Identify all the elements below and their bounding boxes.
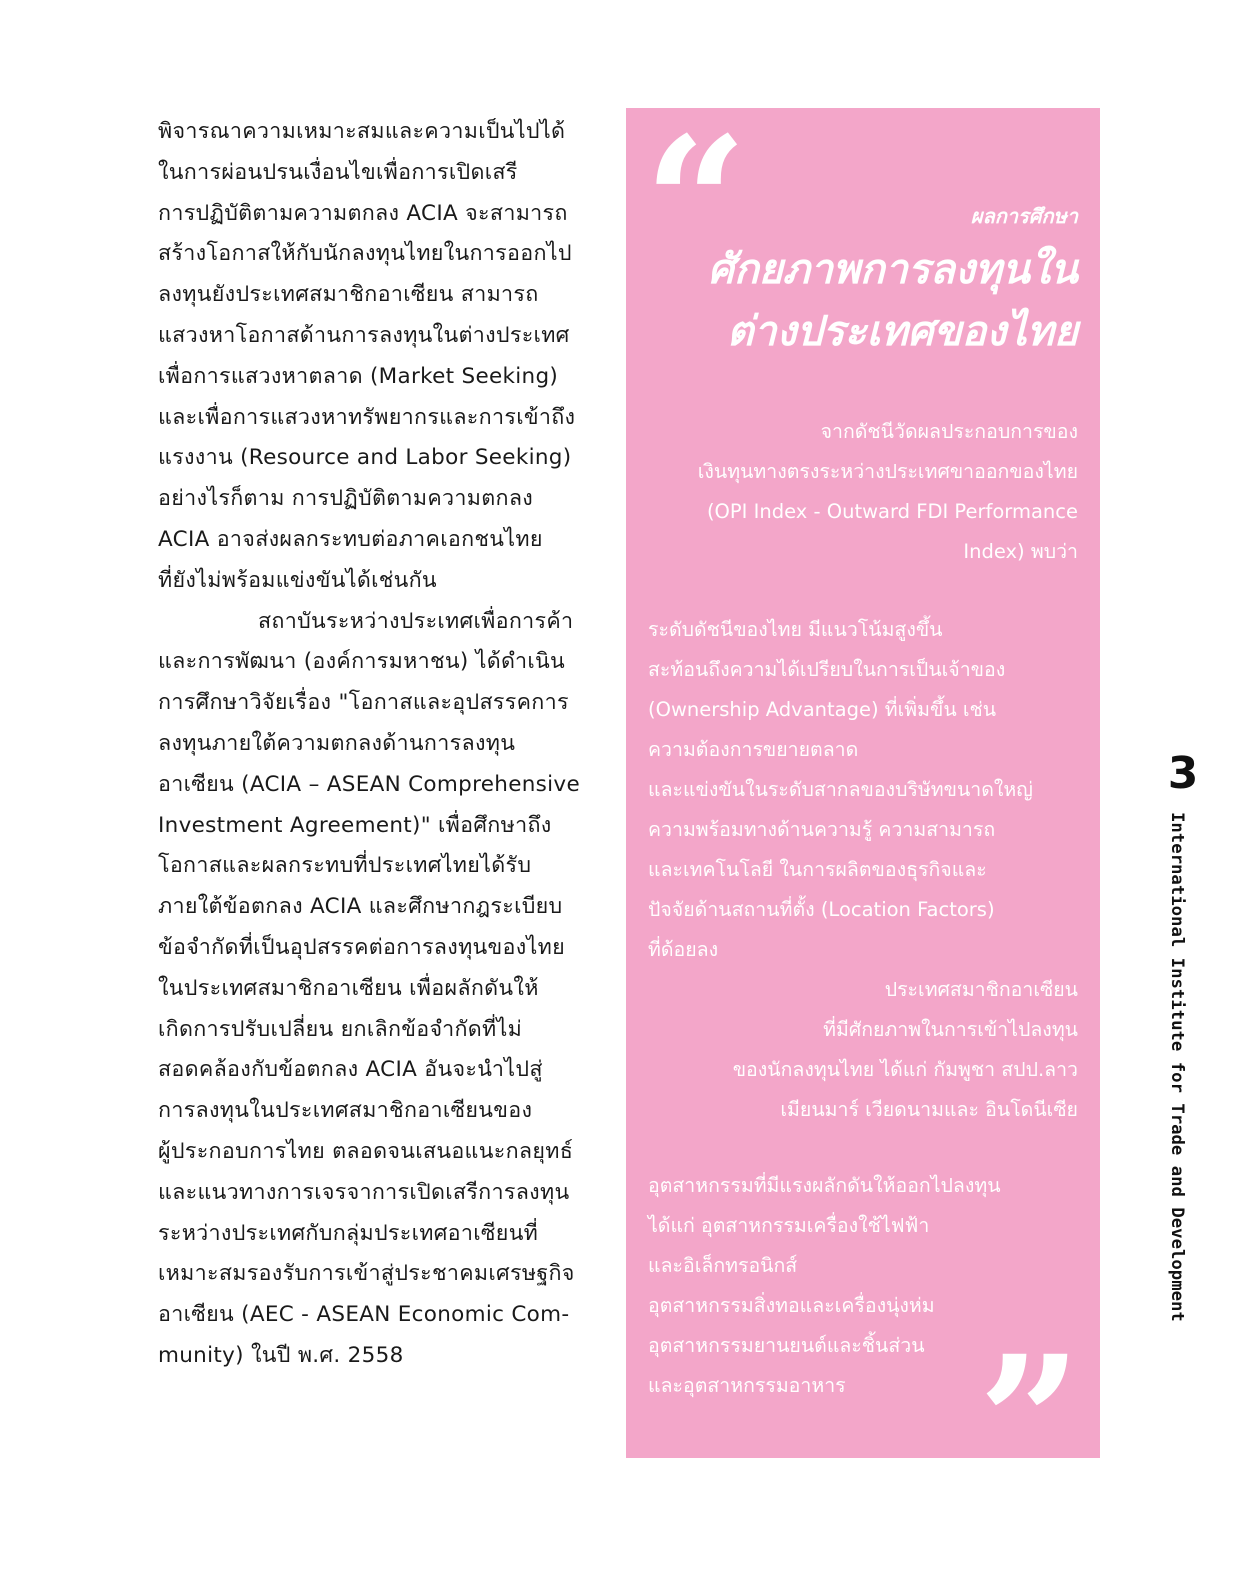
finding-line: ของนักลงทุนไทย ได้แก่ กัมพูชา สปป.ลาว [732,1058,1078,1081]
intro-line: Index) พบว่า [963,540,1078,563]
page-number: 3 [1167,748,1199,799]
finding-line: และเทคโนโลยี ในการผลิตของธุรกิจและ [648,858,987,881]
body-line: เพื่อการแสวงหาตลาด (Market Seeking) [158,363,559,389]
body-line: ลงทุนภายใต้ความตกลงด้านการลงทุน [158,730,516,756]
finding-line: อุตสาหกรรมที่มีแรงผลักดันให้ออกไปลงทุน [648,1174,1001,1197]
body-line: ระหว่างประเทศกับกลุ่มประเทศอาเซียนที่ [158,1220,539,1246]
body-line: ลงทุนยังประเทศสมาชิกอาเซียน สามารถ [158,282,539,308]
finding-line: ที่มีศักยภาพในการเข้าไปลงทุน [823,1018,1078,1041]
body-line: ACIA อาจส่งผลกระทบต่อภาคเอกชนไทย [158,526,543,552]
finding-line: ปัจจัยด้านสถานที่ตั้ง (Location Factors) [648,898,995,921]
finding-line: อุตสาหกรรมยานยนต์และชิ้นส่วน [648,1334,925,1357]
body-line: การลงทุนในประเทศสมาชิกอาเซียนของ [158,1098,533,1124]
body-text-column [158,112,606,1377]
body-line: และการพัฒนา (องค์การมหาชน) ได้ดำเนิน [158,649,566,675]
body-line: สร้างโอกาสให้กับนักลงทุนไทยในการออกไป [158,241,572,267]
body-line: ในประเทศสมาชิกอาเซียน เพื่อผลักดันให้ [158,975,539,1001]
finding-line: เมียนมาร์ เวียดนามและ อินโดนีเซีย [780,1098,1078,1121]
finding-line: ความพร้อมทางด้านความรู้ ความสามารถ [648,818,996,841]
finding-line: ระดับดัชนีของไทย มีแนวโน้มสูงขึ้น [648,618,943,641]
finding-line: ประเทศสมาชิกอาเซียน [884,978,1078,1001]
finding-line: ความต้องการขยายตลาด [648,738,859,761]
body-line: munity) ในปี พ.ศ. 2558 [158,1342,404,1368]
body-line: การปฏิบัติตามความตกลง ACIA จะสามารถ [158,200,568,226]
body-line: ภายใต้ข้อตกลง ACIA และศึกษากฎระเบียบ [158,894,563,920]
intro-line: จากดัชนีวัดผลประกอบการของ [820,420,1078,443]
callout-intro [698,412,1078,572]
body-line: การศึกษาวิจัยเรื่อง "โอกาสและอุปสรรคการ [158,690,569,716]
headline-line: ศักยภาพการลงทุนใน [707,245,1078,293]
body-line: เหมาะสมรองรับการเข้าสู่ประชาคมเศรษฐกิจ [158,1261,575,1287]
callout-kicker: ผลการศึกษา [970,204,1078,228]
body-line: แสวงหาโอกาสด้านการลงทุนในต่างประเทศ [158,322,570,348]
body-line: พิจารณาความเหมาะสมและความเป็นไปได้ [158,119,566,144]
finding-industries [648,1166,1001,1406]
body-line: ผู้ประกอบการไทย ตลอดจนเสนอแนะกลยุทธ์ [158,1138,574,1164]
callout-headline [638,238,1078,362]
finding-line: และแข่งขันในระดับสากลของบริษัทขนาดใหญ่ [648,778,1033,801]
headline-line: ต่างประเทศของไทย [726,307,1078,355]
body-line: Investment Agreement)" เพื่อศึกษาถึง [158,812,552,838]
body-line: อย่างไรก็ตาม การปฏิบัติตามความตกลง [158,486,534,512]
body-line: และเพื่อการแสวงหาทรัพยากรและการเข้าถึง [158,404,576,430]
finding-line: และอิเล็กทรอนิกส์ [648,1254,798,1277]
body-line: ข้อจำกัดที่เป็นอุปสรรคต่อการลงทุนของไทย [158,934,566,960]
intro-line: เงินทุนทางตรงระหว่างประเทศขาออกของไทย [697,460,1078,483]
finding-line: อุตสาหกรรมสิ่งทอและเครื่องนุ่งห่ม [648,1294,935,1317]
body-line: ในการผ่อนปรนเงื่อนไขเพื่อการเปิดเสรี [158,159,518,185]
body-line: ที่ยังไม่พร้อมแข่งขันได้เช่นกัน [158,567,437,593]
body-line: และแนวทางการเจรจาการเปิดเสรีการลงทุน [158,1179,570,1205]
finding-line: และอุตสาหกรรมอาหาร [648,1374,846,1397]
finding-asean-members [733,970,1078,1130]
body-line-indented: สถาบันระหว่างประเทศเพื่อการค้า [258,608,574,634]
open-quote-icon: “ [644,98,748,309]
finding-line: สะท้อนถึงความได้เปรียบในการเป็นเจ้าของ [648,658,1006,681]
finding-line: (Ownership Advantage) ที่เพิ่มขึ้น เช่น [648,698,997,721]
running-title: International Institute for Trade and Development [1167,812,1187,1322]
body-line: แรงงาน (Resource and Labor Seeking) [158,445,572,471]
body-line: อาเซียน (ACIA – ASEAN Comprehensive [158,771,580,797]
findings-callout-box [626,98,1100,1528]
close-quote-icon: ” [978,1317,1082,1528]
finding-line: ที่ด้อยลง [648,938,719,961]
body-line: อาเซียน (AEC - ASEAN Economic Com- [158,1302,570,1328]
body-line: โอกาสและผลกระทบที่ประเทศไทยได้รับ [158,853,532,879]
body-line: เกิดการปรับเปลี่ยน ยกเลิกข้อจำกัดที่ไม่ [158,1016,523,1042]
body-line: สอดคล้องกับข้อตกลง ACIA อันจะนำไปสู่ [158,1057,543,1083]
finding-ownership [648,610,1033,970]
finding-line: ได้แก่ อุตสาหกรรมเครื่องใช้ไฟฟ้า [648,1214,930,1237]
intro-line: (OPI Index - Outward FDI Performance [706,500,1078,523]
